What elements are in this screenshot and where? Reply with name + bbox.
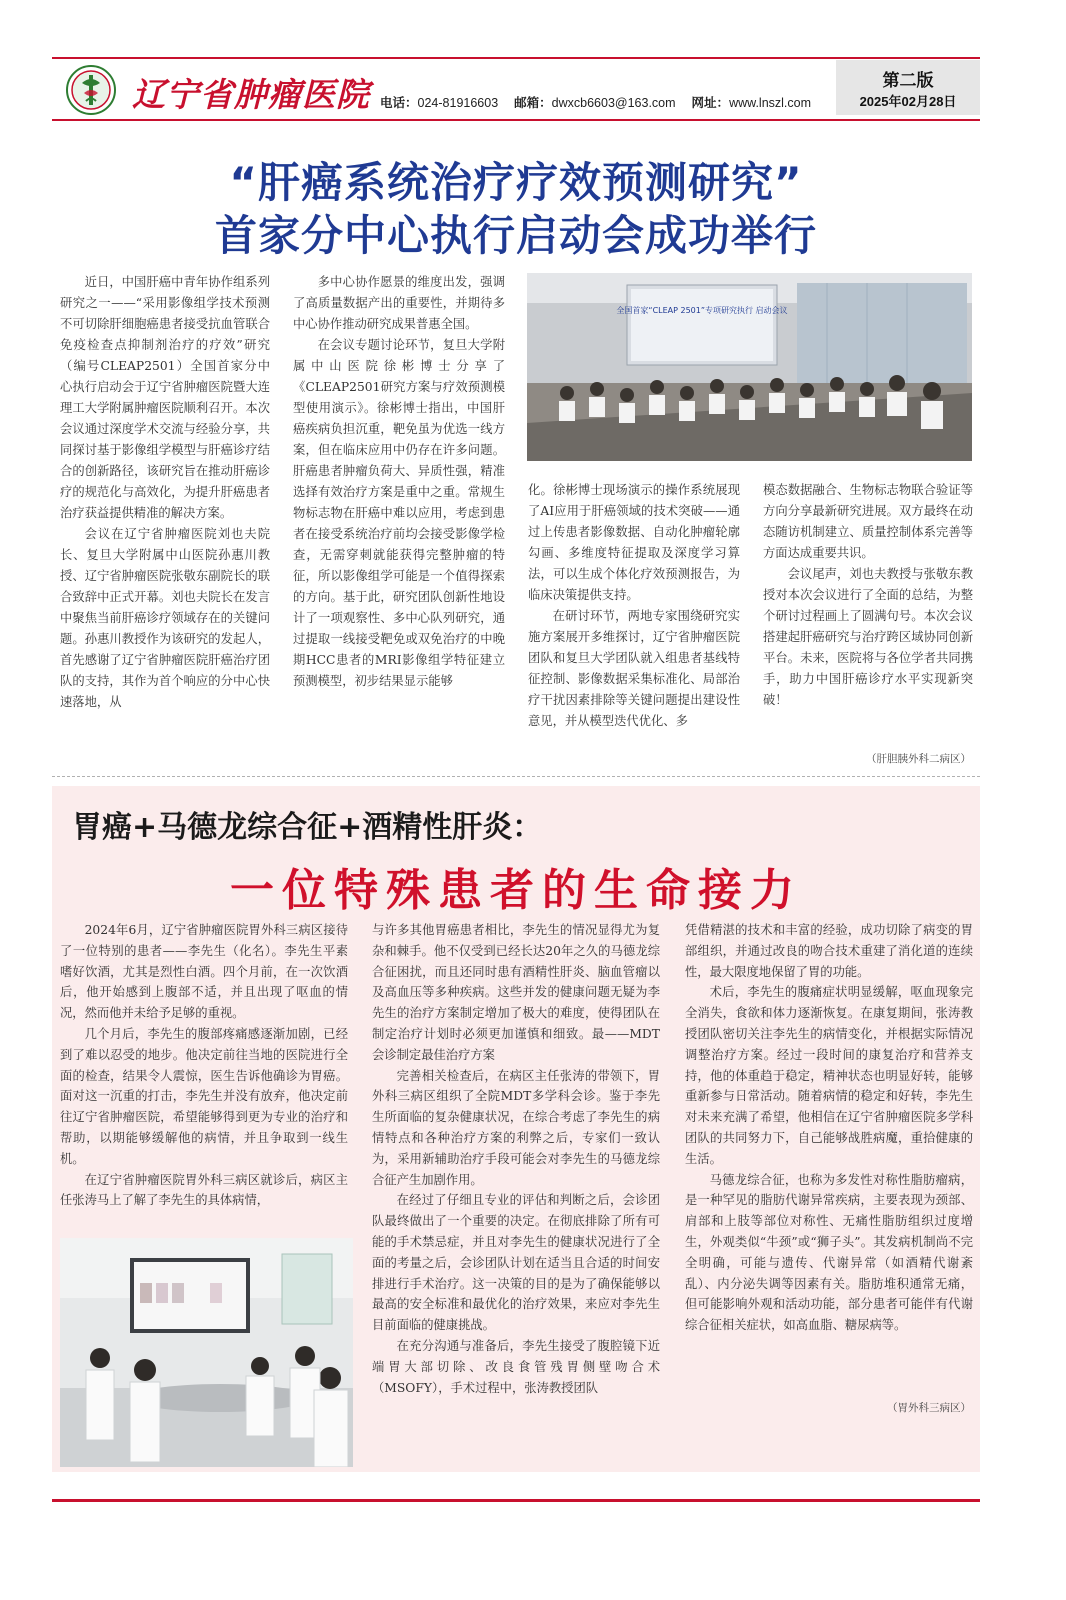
- article2-paragraph: 在充分沟通与准备后，李先生接受了腹腔镜下近端胃大部切除、改良食管残胃侧壁吻合术（MSOFY），手术过程中，张涛教授团队: [372, 1338, 660, 1395]
- article2-title: 一位特殊患者的生命接力: [230, 865, 802, 916]
- masthead-bottom-rule: [52, 119, 980, 121]
- bottom-rule: [52, 1499, 980, 1502]
- contact-line: [380, 93, 811, 111]
- article1-paragraph: 化。徐彬博士现场演示的操作系统展现了AI应用于肝癌领域的技术突破——通过上传患者影像数据、自动化肿瘤轮廓勾画、多维度特征提取及深度学习算法，可以生成个体化疗效预测报告，为临床决策提供支持。: [528, 483, 740, 602]
- article1-credit: （肝胆胰外科二病区）: [866, 753, 971, 765]
- article1-paragraph: 模态数据融合、生物标志物联合验证等方向分享最新研究进展。双方最终在动态随访机制建立、质量控制体系完善等方面达成重要共识。: [763, 483, 973, 560]
- article2-column-1: [60, 920, 348, 1232]
- article2-paragraph: 完善相关检查后，在病区主任张涛的带领下，胃外科三病区组织了全院MDT多学科会诊。鉴于李先生所面临的复杂健康状况，在综合考虑了李先生的病情特点和各种治疗方案的利弊之后，专家们一致认为，采用新辅助治疗手段可能会对李先生的马德龙综合征产生加剧作用。: [372, 1068, 660, 1187]
- phone-number: 024-81916603: [417, 96, 499, 110]
- article2-paragraph: 术后，李先生的腹痛症状明显缓解，呕血现象完全消失，食欲和体力逐渐恢复。在康复期间，张涛教授团队密切关注李先生的病情变化，并根据实际情况调整治疗方案。经过一段时间的康复治疗和营养支持，他的体重趋于稳定，精神状态也明显好转，能够重新参与日常活动。随着病情的稳定和好转，李先生对未来充满了希望，他相信在辽宁省肿瘤医院多学科团队的共同努力下，自己能够战胜病魔，重拾健康的生活。: [685, 985, 973, 1166]
- article2-paragraph: 在经过了仔细且专业的评估和判断之后，会诊团队最终做出了一个重要的决定。在彻底排除了所有可能的手术禁忌症，并且对李先生的健康状况进行了全面的考量之后，会诊团队计划在适当且合适的时间安排进行手术治疗。这一决策的目的是为了确保能够以最高的安全标准和最优化的治疗效果，来应对李先生目前面临的健康挑战。: [372, 1193, 660, 1333]
- article1-paragraph: 在会议专题讨论环节，复旦大学附属中山医院徐彬博士分享了《CLEAP2501研究方案与疗效预测模型使用演示》。徐彬博士指出，中国肝癌疾病负担沉重，靶免虽为优选一线方案，但在临床应用中仍存在许多问题。肝癌患者肿瘤负荷大、异质性强，精准选择有效治疗方案是重中之重。常规生物标志物在肝癌中难以应用，考虑到患者在接受系统治疗前均会接受影像学检查，无需穿刺就能获得完整肿瘤的特征，所以影像组学可能是一个值得探索的方向。基于此，研究团队创新性地设计了一项观察性、多中心队列研究，通过提取一线接受靶免或双免治疗的中晚期HCC患者的MRI影像组学特征建立预测模型，初步结果显示能够: [293, 338, 505, 688]
- article2-paragraph: 2024年6月，辽宁省肿瘤医院胃外科三病区接待了一位特别的患者——李先生（化名）。李先生平素嗜好饮酒，尤其是烈性白酒。四个月前，在一次饮酒后，他开始感到上腹部不适，并且出现了呕血的情况，然而他并未给予足够的重视。: [60, 923, 348, 1021]
- article1-title-line1: “肝癌系统治疗疗效预测研究”: [229, 158, 803, 207]
- article2-credit: （胃外科三病区）: [887, 1402, 971, 1414]
- edition-box: [836, 60, 980, 115]
- hospital-logo-icon: [66, 65, 116, 115]
- article2-subtitle: 胃癌+马德龙综合征+酒精性肝炎：: [72, 810, 543, 845]
- article1-paragraph: 多中心协作愿景的维度出发，强调了高质量数据产出的重要性，并期待多中心协作推动研究成果普惠全国。: [293, 275, 505, 331]
- article2-paragraph: 与许多其他胃癌患者相比，李先生的情况显得尤为复杂和棘手。他不仅受到已经长达20年之久的马德龙综合征困扰，而且还同时患有酒精性肝炎、脑血管瘤以及高血压等多种疾病。这些并发的健康问题无疑为李先生的治疗方案制定增加了极大的难度，使得团队在制定治疗计划时必须更加谨慎和细致。最——MDT会诊制定最佳治疗方案: [372, 923, 660, 1062]
- consultation-photo-image: [60, 1238, 353, 1467]
- phone-label: 电话：: [380, 96, 418, 110]
- article1-paragraph: 会议尾声，刘也夫教授与张敬东教授对本次会议进行了全面的总结，为整个研讨过程画上了圆满句号。本次会议搭建起肝癌研究与治疗跨区域协同创新平台。未来，医院将与各位学者共同携手，助力中国肝癌诊疗水平实现新突破！: [763, 567, 973, 707]
- photo-banner-text: 全国首家“CLEAP 2501”专项研究执行 启动会议: [616, 306, 788, 315]
- article1-paragraph: 在研讨环节，两地专家围绕研究实施方案展开多维探讨，辽宁省肿瘤医院团队和复旦大学团队就入组患者基线特征控制、影像数据采集标准化、局部治疗干扰因素排除等关键问题提出建设性意见，并从模型迭代优化、多: [528, 609, 740, 728]
- article2-column-3: [685, 920, 973, 1400]
- masthead: [52, 63, 980, 118]
- article1-paragraph: 会议在辽宁省肿瘤医院刘也夫院长、复旦大学附属中山医院孙惠川教授、辽宁省肿瘤医院张敬东副院长的联合致辞中正式开幕。刘也夫院长在发言中聚焦当前肝癌诊疗领域存在的关键问题。孙惠川教授作为该研究的发起人，首先感谢了辽宁省肿瘤医院肝癌治疗团队的支持，其作为首个响应的分中心快速落地，从: [60, 527, 270, 709]
- hospital-name: 辽宁省肿瘤医院: [132, 75, 370, 114]
- top-rule: [52, 57, 980, 59]
- conference-photo-image: [527, 273, 972, 461]
- article2-paragraph: 凭借精湛的技术和丰富的经验，成功切除了病变的胃部组织，并通过改良的吻合技术重建了消化道的连续性，最大限度地保留了胃的功能。: [685, 923, 973, 979]
- article1-paragraph: 近日，中国肝癌中青年协作组系列研究之一——“采用影像组学技术预测不可切除肝细胞癌患者接受抗血管联合免疫检查点抑制剂治疗的疗效”研究（编号CLEAP2501）全国首家分中心执行启动会于辽宁省肿瘤医院暨大连理工大学附属肿瘤医院顺利召开。本次会议通过深度学术交流与经验分享，共同探讨基于影像组学模型与肝癌诊疗结合的创新路径，该研究旨在推动肝癌诊疗的规范化与高效化，为提升肝癌患者治疗获益提供精准的解决方案。: [60, 275, 270, 520]
- section-divider: [52, 776, 980, 777]
- web-label: 网址：: [691, 96, 730, 110]
- website-url: www.lnszl.com: [729, 96, 812, 110]
- article2-column-2: [372, 920, 660, 1460]
- article2-paragraph: 在辽宁省肿瘤医院胃外科三病区就诊后，病区主任张涛马上了解了李先生的具体病情，: [60, 1172, 348, 1208]
- email-label: 邮箱：: [514, 96, 552, 110]
- article1-column-3-bottom: [528, 480, 740, 766]
- article1-title-line2: 首家分中心执行启动会成功举行: [214, 211, 817, 260]
- article2-paragraph: 马德龙综合征，也称为多发性对称性脂肪瘤病，是一种罕见的脂肪代谢异常疾病，主要表现为颈部、肩部和上肢等部位对称性、无痛性脂肪组织过度增生，外观类似“牛颈”或“狮子头”。其发病机制尚不完全明确，可能与遗传、代谢异常（如酒精代谢紊乱）、内分泌失调等因素有关。脂肪堆积通常无痛，但可能影响外观和活动功能，部分患者可能伴有代谢综合征相关症状，如高血脂、糖尿病等。: [685, 1172, 973, 1333]
- issue-date: 2025年02月28日: [859, 94, 957, 109]
- conference-photo: [527, 273, 972, 461]
- edition-label: 第二版: [882, 71, 934, 90]
- article1-column-4: [763, 480, 973, 750]
- email-address: dwxcb6603@163.com: [551, 96, 676, 110]
- article1-column-1: [60, 272, 270, 766]
- article1-column-2: [293, 272, 505, 766]
- article2-paragraph: 几个月后，李先生的腹部疼痛感逐渐加剧，已经到了难以忍受的地步。他决定前往当地的医院进行全面的检查，结果令人震惊，医生告诉他确诊为胃癌。面对这一沉重的打击，李先生并没有放弃，他决定前往辽宁省肿瘤医院，希望能够得到更为专业的治疗和帮助，以期能够缓解他的病情，并且争取到一线生机。: [60, 1026, 348, 1166]
- consultation-photo: [60, 1238, 353, 1467]
